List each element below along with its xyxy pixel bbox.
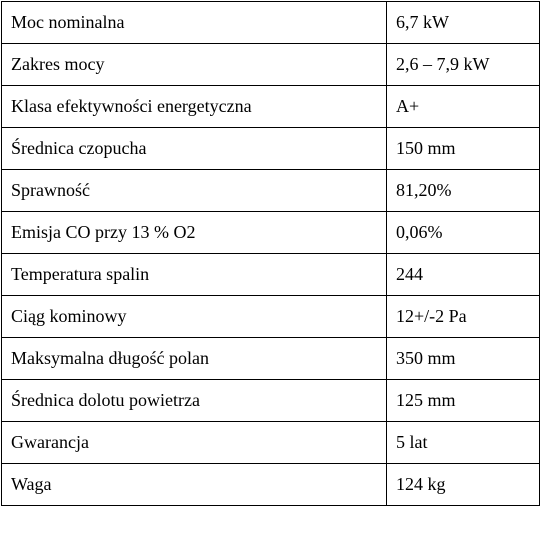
table-row xyxy=(2,464,540,506)
spec-value-cell: A+ xyxy=(387,86,540,128)
table-row xyxy=(2,128,540,170)
specification-table-body xyxy=(2,2,540,506)
table-row xyxy=(2,212,540,254)
table-row xyxy=(2,422,540,464)
spec-label-cell: Ciąg kominowy xyxy=(2,296,387,338)
spec-label-cell: Emisja CO przy 13 % O2 xyxy=(2,212,387,254)
spec-value-cell: 5 lat xyxy=(387,422,540,464)
spec-label-cell: Maksymalna długość polan xyxy=(2,338,387,380)
spec-value-cell: 2,6 – 7,9 kW xyxy=(387,44,540,86)
specification-table xyxy=(1,1,540,506)
spec-value-cell: 0,06% xyxy=(387,212,540,254)
table-row xyxy=(2,296,540,338)
spec-label-cell: Średnica czopucha xyxy=(2,128,387,170)
spec-label-cell: Temperatura spalin xyxy=(2,254,387,296)
spec-value-cell: 244 xyxy=(387,254,540,296)
spec-value-cell: 350 mm xyxy=(387,338,540,380)
spec-label-cell: Moc nominalna xyxy=(2,2,387,44)
table-row xyxy=(2,380,540,422)
spec-label-cell: Zakres mocy xyxy=(2,44,387,86)
spec-label-cell: Klasa efektywności energetyczna xyxy=(2,86,387,128)
spec-value-cell: 6,7 kW xyxy=(387,2,540,44)
table-row xyxy=(2,338,540,380)
spec-label-cell: Gwarancja xyxy=(2,422,387,464)
spec-value-cell: 124 kg xyxy=(387,464,540,506)
spec-value-cell: 12+/-2 Pa xyxy=(387,296,540,338)
spec-value-cell: 150 mm xyxy=(387,128,540,170)
spec-value-cell: 81,20% xyxy=(387,170,540,212)
spec-value-cell: 125 mm xyxy=(387,380,540,422)
spec-label-cell: Waga xyxy=(2,464,387,506)
table-row xyxy=(2,170,540,212)
spec-label-cell: Sprawność xyxy=(2,170,387,212)
table-row xyxy=(2,2,540,44)
table-row xyxy=(2,254,540,296)
table-row xyxy=(2,86,540,128)
spec-label-cell: Średnica dolotu powietrza xyxy=(2,380,387,422)
table-row xyxy=(2,44,540,86)
